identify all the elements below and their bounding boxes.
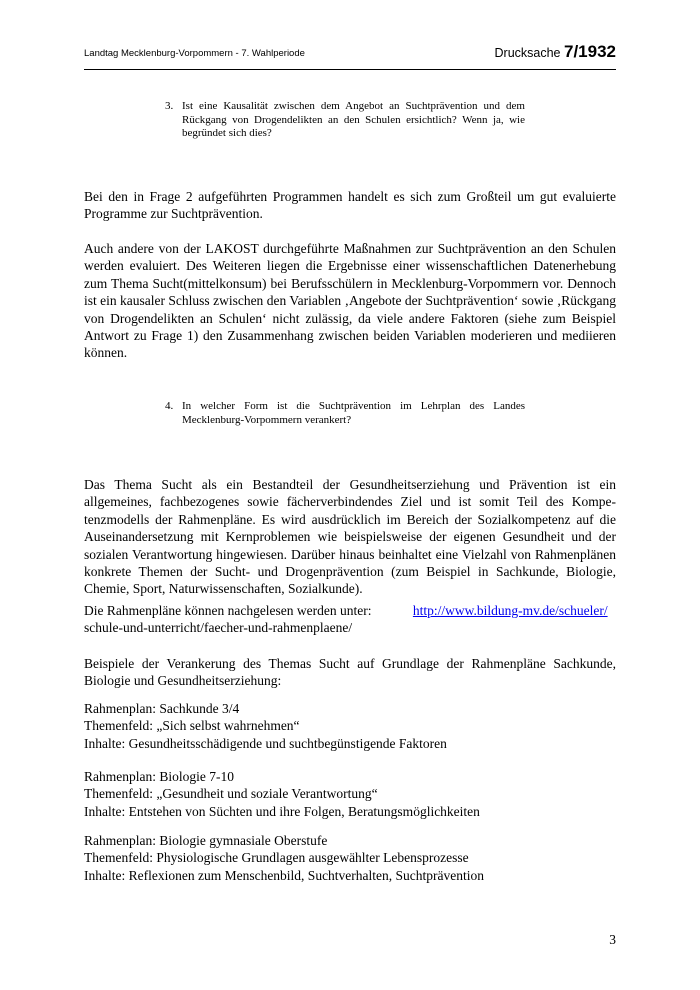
- link-intro-text: Die Rahmenpläne können nachgelesen werden unter:: [84, 603, 372, 618]
- link-line: [84, 602, 608, 619]
- question-4-number: 4.: [165, 400, 174, 412]
- example-inhalte: Inhalte: Reflexionen zum Menschenbild, Suchtverhalten, Suchtprävention: [84, 867, 485, 883]
- question-3-text: Ist eine Kausalität zwischen dem Angebot an Suchtprävention und dem Rückgang von Drogendelikten an den Schulen ersichtlich? Wenn ja, wie begründet sich dies?: [182, 100, 525, 139]
- example-plan: Rahmenplan: Biologie 7-10: [84, 769, 234, 784]
- answer-4-paragraph-1: Das Thema Sucht als ein Bestandteil der Gesundheitserziehung und Prävention ist ein allgemeines, fachbezogenes sowie fächerverbindendes Ziel und ist somit Teil des Kompetenzmodells der Rahmenpläne. Es wird ausdrücklich im Bereich der Sozialkompetenz auf die Auseinandersetzung mit Kernproblemen wie beispielsweise der eigenen Gesundheit und der sozialen Verantwortung hingewiesen. Darüber hinaus beinhaltet eine Vielzahl von Rahmenplänen konkrete Themen der Sucht- und Drogenprävention (zum Beispiel in Sachkunde, Biologie, Chemie, Sport, Naturwissenschaften, Sozialkunde).: [84, 477, 616, 597]
- rahmenplaene-link[interactable]: http://www.bildung-mv.de/schueler/: [412, 603, 608, 618]
- example-biologie-7-10: [84, 768, 480, 820]
- header-label: Drucksache: [494, 46, 561, 60]
- header-number: 7/1932: [564, 42, 616, 61]
- question-4: [165, 400, 525, 427]
- answer-3-paragraph-2: Auch andere von der LAKOST durchgeführte Maßnahmen zur Suchtprävention an den Schulen werden evaluiert. Des Weiteren liegen die Ergebnisse einer wissenschaftlichen Datenerhebung zum Thema Sucht(mittelkonsum) bei Berufsschülern in Mecklenburg-Vorpommern vor. Dennoch ist ein kausaler Schluss zwischen den Variablen ‚Angebote der Suchtprävention‘ sowie ‚Rückgang von Drogendelikten an Schulen‘ nicht zulässig, da viele andere Faktoren (siehe zum Beispiel Antwort zu Frage 1) den Zusammenhang zwischen beiden Variablen moderieren und mediieren können.: [84, 241, 616, 361]
- header-document-number: [495, 42, 616, 62]
- example-biologie-oberstufe: [84, 832, 484, 884]
- example-inhalte: Inhalte: Gesundheitsschädigende und suchtbegünstigende Faktoren: [84, 735, 447, 751]
- example-sachkunde: [84, 700, 447, 752]
- example-plan: Rahmenplan: Sachkunde 3/4: [84, 701, 240, 716]
- answer-3-paragraph-1: Bei den in Frage 2 aufgeführten Programmen handelt es sich zum Großteil um gut evaluierte Programme zur Suchtprävention.: [84, 189, 616, 222]
- example-inhalte: Inhalte: Entstehen von Süchten und ihre Folgen, Beratungsmöglichkeiten: [84, 803, 480, 819]
- header-parliament: Landtag Mecklenburg-Vorpommern - 7. Wahlperiode: [84, 48, 305, 59]
- question-3-number: 3.: [165, 100, 174, 112]
- page-number: 3: [609, 932, 616, 947]
- answer-4-paragraph-3: Beispiele der Verankerung des Themas Sucht auf Grundlage der Rahmenpläne Sachkunde, Biologie und Gesundheitserziehung:: [84, 656, 616, 689]
- link-continuation: schule-und-unterricht/faecher-und-rahmenplaene/: [84, 620, 353, 636]
- example-themenfeld: Themenfeld: „Sich selbst wahrnehmen“: [84, 718, 300, 734]
- example-themenfeld: Themenfeld: Physiologische Grundlagen ausgewählter Lebensprozesse: [84, 850, 469, 866]
- example-plan: Rahmenplan: Biologie gymnasiale Oberstufe: [84, 833, 328, 848]
- question-4-text: In welcher Form ist die Suchtprävention im Lehrplan des Landes Mecklenburg-Vorpommern verankert?: [182, 400, 525, 426]
- question-3: [165, 100, 525, 141]
- example-themenfeld: Themenfeld: „Gesundheit und soziale Verantwortung“: [84, 786, 378, 802]
- answer-4-paragraph-2: [84, 602, 608, 637]
- header-rule: [84, 69, 616, 70]
